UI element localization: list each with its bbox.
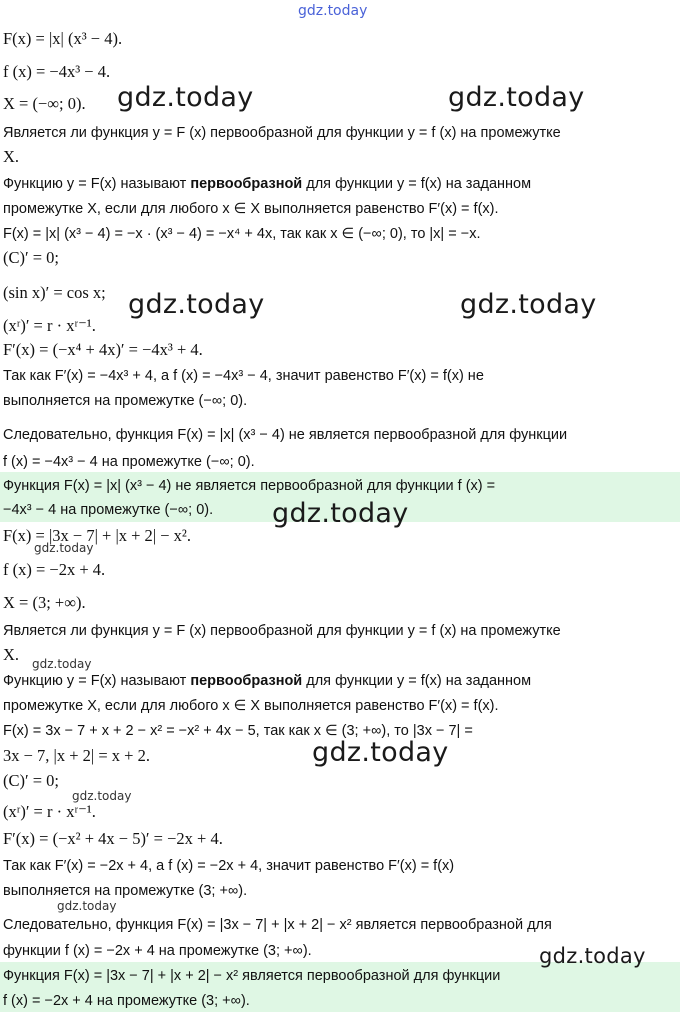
watermark: gdz.today bbox=[539, 944, 646, 968]
definition-line-2 bbox=[3, 670, 531, 692]
watermark: gdz.today bbox=[72, 789, 132, 803]
conclusion-line-2-cont: функции f (x) = −2x + 4 на промежутке (3; +∞). bbox=[3, 943, 312, 959]
answer-line-2: Функция F(x) = |3x − 7| + |x + 2| − x² является первообразной для функции bbox=[3, 968, 501, 984]
definition-line bbox=[3, 173, 531, 195]
definition-text-b: для функции y = f(x) на заданном bbox=[302, 176, 532, 192]
simplification-line: F(x) = |x| (x³ − 4) = −x · (x³ − 4) = −x⁴ + 4x, так как x ∈ (−∞; 0), то |x| = −x. bbox=[3, 226, 481, 242]
question-line-2: Является ли функция y = F (x) первообразной для функции y = f (x) на промежутке bbox=[3, 623, 561, 639]
simplification-line-2: F(x) = 3x − 7 + x + 2 − x² = −x² + 4x − 5, так как x ∈ (3; +∞), то |3x − 7| = bbox=[3, 723, 473, 739]
question-line-cont: X. bbox=[3, 147, 20, 166]
watermark: gdz.today bbox=[272, 498, 409, 529]
conclusion-line: Следовательно, функция F(x) = |x| (x³ − 4) не является первообразной для функции bbox=[3, 427, 568, 443]
comparison-line: Так как F′(x) = −4x³ + 4, а f (x) = −4x³ − 4, значит равенство F′(x) = f(x) не bbox=[3, 368, 484, 384]
question-line-2-cont: X. bbox=[3, 645, 20, 664]
definition-line-2-cont: промежутке X, если для любого x ∈ X выполняется равенство F′(x) = f(x). bbox=[3, 698, 499, 714]
watermark: gdz.today bbox=[460, 289, 597, 320]
definition-text-a-2: Функцию y = F(x) называют bbox=[3, 673, 191, 689]
given-interval: X = (−∞; 0). bbox=[3, 94, 86, 113]
definition-line-cont: промежутке X, если для любого x ∈ X выполняется равенство F′(x) = f(x). bbox=[3, 201, 499, 217]
watermark: gdz.today bbox=[117, 82, 254, 113]
given-f-2: f (x) = −2x + 4. bbox=[3, 560, 106, 579]
conclusion-line-cont: f (x) = −4x³ − 4 на промежутке (−∞; 0). bbox=[3, 454, 255, 470]
definition-text-b-2: для функции y = f(x) на заданном bbox=[302, 673, 532, 689]
rule-constant-2: (C)′ = 0; bbox=[3, 771, 59, 790]
answer-line: Функция F(x) = |x| (x³ − 4) не является первообразной для функции f (x) = bbox=[3, 478, 496, 494]
simplification-line-2-cont: 3x − 7, |x + 2| = x + 2. bbox=[3, 746, 150, 765]
answer-line-2-cont: f (x) = −2x + 4 на промежутке (3; +∞). bbox=[3, 993, 250, 1009]
answer-line-cont: −4x³ − 4 на промежутке (−∞; 0). bbox=[3, 502, 214, 518]
rule-power-2: (xʳ)′ = r · xʳ⁻¹. bbox=[3, 802, 96, 821]
derivative-line-2: F′(x) = (−x² + 4x − 5)′ = −2x + 4. bbox=[3, 829, 223, 848]
definition-term-2: первообразной bbox=[190, 673, 303, 689]
question-line: Является ли функция y = F (x) первообразной для функции y = f (x) на промежутке bbox=[3, 125, 561, 141]
watermark: gdz.today bbox=[448, 82, 585, 113]
definition-text-a: Функцию y = F(x) называют bbox=[3, 176, 191, 192]
given-F-2: F(x) = |3x − 7| + |x + 2| − x². bbox=[3, 526, 191, 545]
rule-constant: (C)′ = 0; bbox=[3, 248, 59, 267]
given-F: F(x) = |x| (x³ − 4). bbox=[3, 29, 123, 48]
rule-power: (xʳ)′ = r · xʳ⁻¹. bbox=[3, 316, 96, 335]
conclusion-line-2: Следовательно, функция F(x) = |3x − 7| + |x + 2| − x² является первообразной для bbox=[3, 917, 552, 933]
rule-sin: (sin x)′ = cos x; bbox=[3, 283, 106, 302]
given-interval-2: X = (3; +∞). bbox=[3, 593, 86, 612]
comparison-line-2-cont: выполняется на промежутке (3; +∞). bbox=[3, 883, 248, 899]
watermark: gdz.today bbox=[128, 289, 265, 320]
given-f: f (x) = −4x³ − 4. bbox=[3, 62, 111, 81]
watermark-top: gdz.today bbox=[298, 3, 368, 19]
definition-term: первообразной bbox=[190, 176, 303, 192]
watermark: gdz.today bbox=[57, 899, 117, 913]
comparison-line-cont: выполняется на промежутке (−∞; 0). bbox=[3, 393, 248, 409]
watermark: gdz.today bbox=[312, 737, 449, 768]
watermark: gdz.today bbox=[34, 541, 94, 555]
derivative-line: F′(x) = (−x⁴ + 4x)′ = −4x³ + 4. bbox=[3, 340, 203, 359]
comparison-line-2: Так как F′(x) = −2x + 4, а f (x) = −2x + 4, значит равенство F′(x) = f(x) bbox=[3, 858, 455, 874]
watermark: gdz.today bbox=[32, 657, 92, 671]
